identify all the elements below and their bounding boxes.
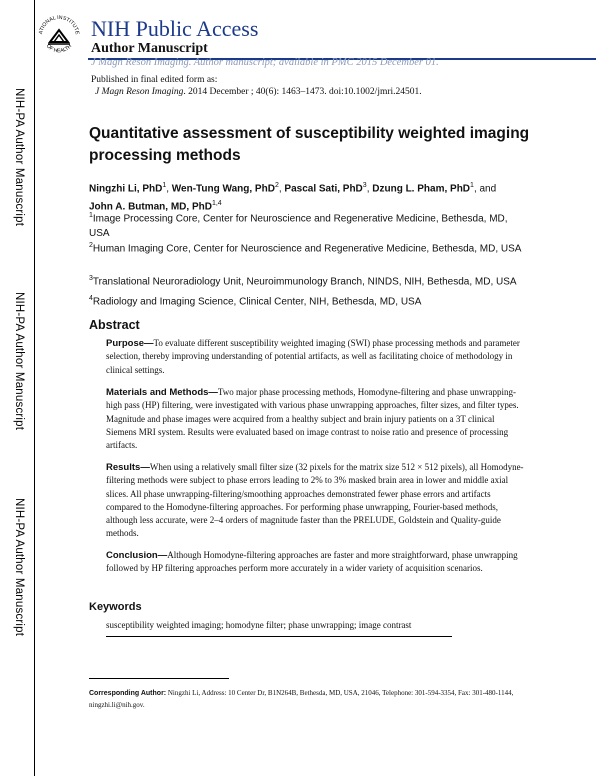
footnote-text: Ningzhi Li, Address: 10 Center Dr, B1N264B, Bethesda, MD, USA, 21046, Telephone: 301-594-3354, Fax: 301-480-1144, ningzhi.li@nih.gov. bbox=[89, 689, 514, 709]
abstract-methods bbox=[106, 386, 526, 452]
author-name: Pascal Sati, PhD bbox=[284, 183, 363, 195]
affiliation-text: Human Imaging Core, Center for Neuroscience and Regenerative Medicine, Bethesda, MD, USA bbox=[92, 243, 522, 255]
published-label: Published in final edited form as: bbox=[91, 75, 218, 85]
footnote-rule bbox=[89, 678, 229, 679]
affiliation-4 bbox=[89, 291, 529, 309]
corresponding-author-footnote bbox=[89, 688, 529, 710]
abstract-purpose bbox=[106, 337, 526, 377]
section-text: To evaluate different susceptibility weighted imaging (SWI) phase processing methods and parameter selection, thereby improving understanding of potential artifacts, as well as facilitating choice of methodology in clinical settings. bbox=[106, 338, 520, 375]
svg-text:OF HEALTH: OF HEALTH bbox=[44, 43, 74, 55]
affiliation-number: 1 bbox=[89, 212, 93, 219]
affiliation-number: 2 bbox=[89, 242, 93, 249]
journal-name: J Magn Reson Imaging bbox=[95, 87, 184, 97]
affiliation-2 bbox=[89, 238, 529, 256]
sidebar-label-middle: NIH-PA Author Manuscript bbox=[13, 292, 25, 431]
abstract-conclusion bbox=[106, 549, 526, 576]
author-affiliation-ref: 1,4 bbox=[211, 200, 222, 208]
author-name: John A. Butman, MD, PhD bbox=[89, 201, 212, 213]
section-label: Purpose— bbox=[106, 338, 154, 349]
author-name: Wen-Tung Wang, PhD bbox=[171, 183, 275, 195]
section-label: Conclusion— bbox=[106, 550, 168, 561]
section-label: Results— bbox=[106, 462, 150, 473]
abstract-results bbox=[106, 461, 526, 541]
nih-seal-icon bbox=[36, 6, 82, 64]
affiliation-text: Radiology and Imaging Science, Clinical Center, NIH, Bethesda, MD, USA bbox=[92, 296, 422, 308]
affiliation-1 bbox=[89, 208, 529, 241]
author-name: Ningzhi Li, PhD bbox=[89, 183, 163, 195]
author-affiliation-ref: 3 bbox=[362, 182, 367, 189]
affiliation-number: 4 bbox=[89, 295, 93, 302]
author-separator: , bbox=[278, 183, 285, 195]
footnote-label: Corresponding Author: bbox=[89, 690, 167, 697]
section-text: Although Homodyne-filtering approaches are faster and more straightforward, phase unwrapping followed by HP filtering approaches perform more accurately in a wider variety of acquisition scenarios. bbox=[106, 550, 518, 574]
sidebar-label-top: NIH-PA Author Manuscript bbox=[13, 88, 25, 227]
sidebar-divider bbox=[34, 0, 35, 776]
section-text: When using a relatively small filter size (32 pixels for the matrix size 512 × 512 pixels), all Homodyne-filtering methods were subject to phase errors leading to 2% to 3% masked brain area in lower and middle axial slices. All phase unwrapping-filtering/smoothing approaches demonstrated fewer phase errors and artifacts compared to the Homodyne-filtering approaches. For performing phase unwrapping, Fourier-based methods, although less accurate, were 2–4 orders of magnitude faster than the PRELUDE, Goldstein and Quality-guide methods. bbox=[106, 462, 524, 539]
svg-text:NATIONAL INSTITUTES: ATIONAL INSTITUTE bbox=[38, 14, 80, 36]
author-separator: , bbox=[366, 183, 373, 195]
nih-public-access-title: NIH Public Access bbox=[91, 16, 259, 41]
affiliation-3 bbox=[89, 271, 529, 289]
citation-details: . 2014 December ; 40(6): 1463–1473. doi:10.1002/jmri.24501. bbox=[183, 87, 422, 97]
author-separator: , bbox=[166, 183, 172, 195]
keywords-heading: Keywords bbox=[89, 601, 142, 613]
author-affiliation-ref: 1 bbox=[470, 182, 474, 189]
nih-logo bbox=[36, 6, 82, 64]
author-affiliation-ref: 2 bbox=[274, 182, 279, 189]
affiliation-number: 3 bbox=[89, 275, 93, 282]
availability-note: J Magn Reson Imaging. Author manuscript; available in PMC 2015 December 01. bbox=[91, 57, 439, 68]
section-label: Materials and Methods— bbox=[106, 387, 218, 398]
sidebar-label-bottom: NIH-PA Author Manuscript bbox=[13, 498, 25, 637]
abstract-heading: Abstract bbox=[89, 318, 140, 332]
affiliation-text: Translational Neuroradiology Unit, Neuroimmunology Branch, NINDS, NIH, Bethesda, MD, USA bbox=[92, 276, 517, 288]
paper-title: Quantitative assessment of susceptibility weighted imaging processing methods bbox=[89, 125, 530, 164]
keywords-rule bbox=[106, 636, 452, 637]
author-manuscript-label: Author Manuscript bbox=[91, 41, 208, 56]
left-margin-sidebar bbox=[0, 0, 36, 776]
author-separator: , and bbox=[473, 183, 497, 195]
affiliation-text: Image Processing Core, Center for Neuroscience and Regenerative Medicine, Bethesda, MD, USA bbox=[89, 213, 508, 240]
keywords-text: susceptibility weighted imaging; homodyne filter; phase unwrapping; image contrast bbox=[106, 620, 412, 630]
author-affiliation-ref: 1 bbox=[162, 182, 167, 189]
author-name: Dzung L. Pham, PhD bbox=[372, 183, 471, 195]
journal-citation bbox=[95, 87, 422, 97]
section-text: Two major phase processing methods, Homodyne-filtering and phase unwrapping-high pass (HP) filtering, were investigated with various phase unwrapping approaches, filter sizes, and filter types. Magnitude and phase images were acquired from a healthy subject and brain injury patients on a 3T clinical Siemens MRI system. Results were evaluated based on image contrast to noise ratio and presence of processing artifacts. bbox=[106, 387, 519, 451]
